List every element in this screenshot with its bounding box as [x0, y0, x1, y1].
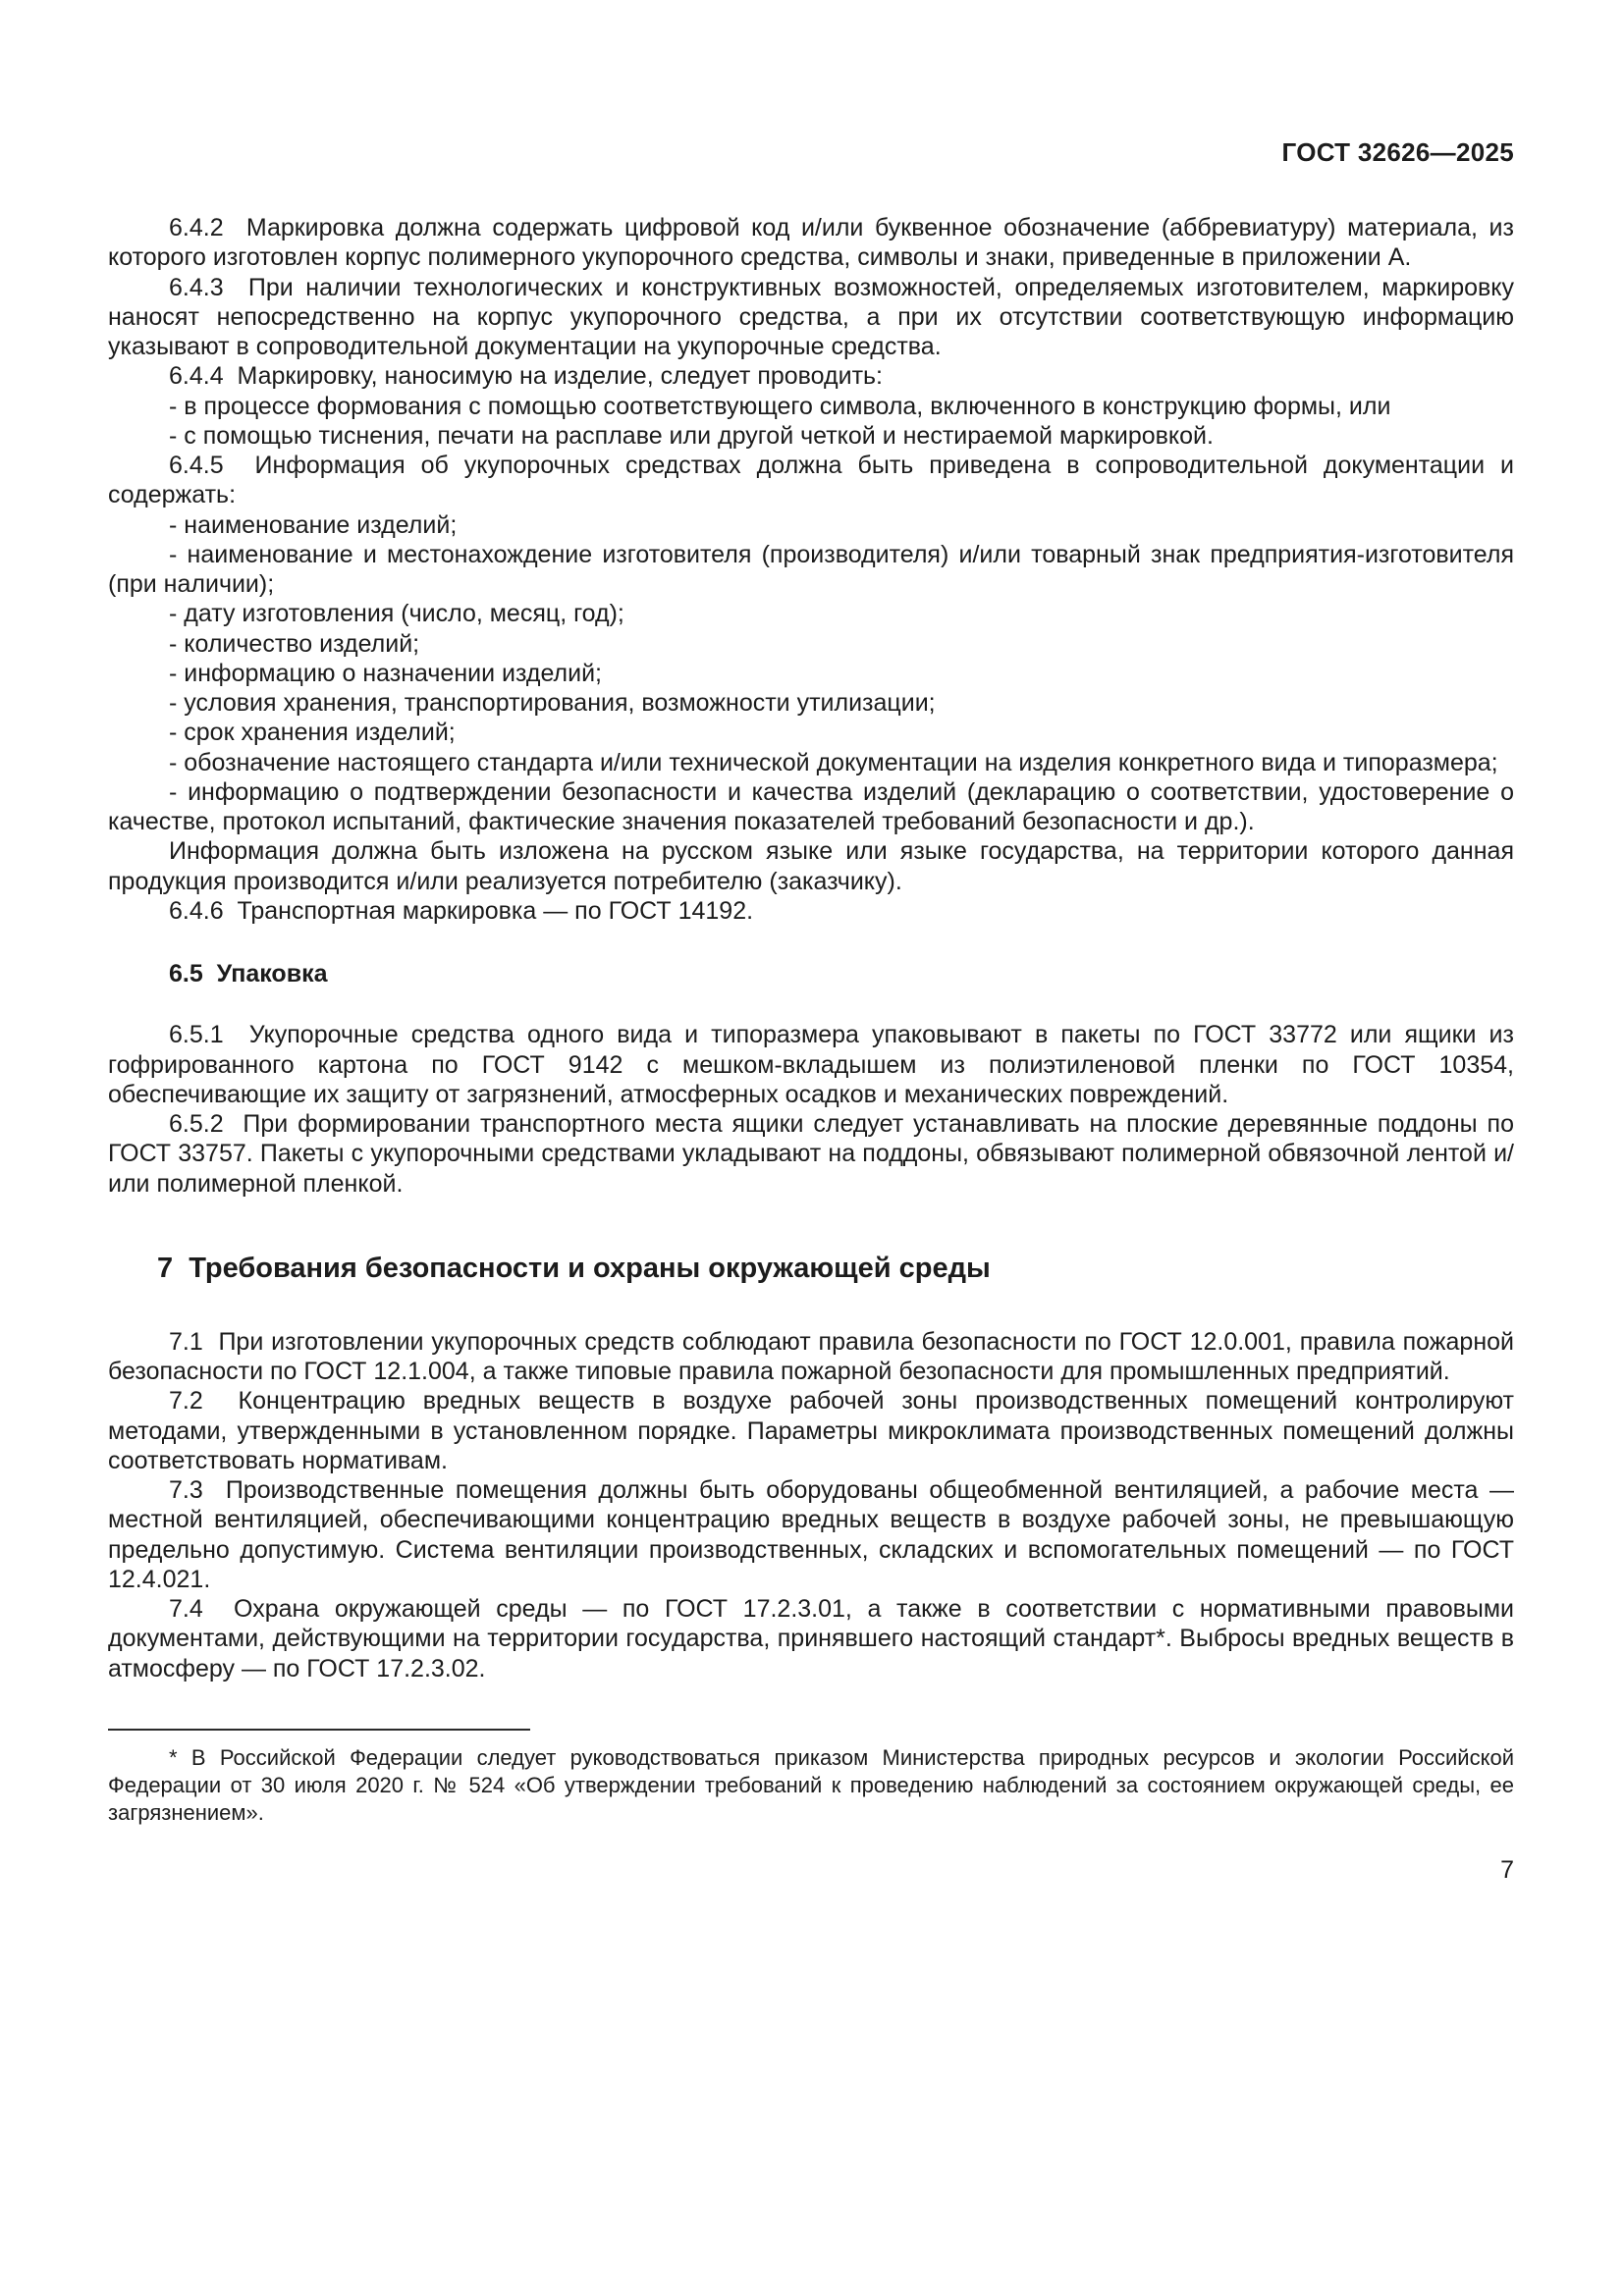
list-item: - информацию о подтверждении безопасности и качества изделий (декларацию о соответствии, удостоверение о качестве, протокол испытаний, фактические значения показателей требований безопасности и др.).	[108, 777, 1514, 835]
paragraph-6-4-3: 6.4.3 При наличии технологических и конструктивных возможностей, определяемых изготовителем, маркировку наносят непосредственно на корпус укупорочного средства, а при их отсутствии соответствующую информацию указывают в сопроводительной документации на укупорочные средства.	[108, 273, 1514, 360]
list-item: - обозначение настоящего стандарта и/или технической документации на изделия конкретного вида и типоразмера;	[169, 748, 1498, 776]
doc-code-header: ГОСТ 32626—2025	[1281, 137, 1514, 167]
footnote-divider	[108, 1729, 530, 1731]
heading-7-safety-requirements: 7 Требования безопасности и охраны окружающей среды	[157, 1252, 991, 1284]
list-item: - условия хранения, транспортирования, возможности утилизации;	[169, 689, 936, 717]
paragraph-7-3: 7.3 Производственные помещения должны быть оборудованы общеобменной вентиляцией, а рабочие места — местной вентиляцией, обеспечивающими концентрацию вредных веществ в воздухе рабочей зоны, не превышающую предельно допустимую. Система вентиляции производственных, складских и вспомогательных помещений — по ГОСТ 12.4.021.	[108, 1476, 1514, 1593]
paragraph-6-4-4: 6.4.4 Маркировку, наносимую на изделие, следует проводить:	[169, 362, 883, 391]
list-item: - срок хранения изделий;	[169, 719, 456, 747]
footnote-block	[108, 1729, 1514, 1827]
paragraph-6-5-1: 6.5.1 Укупорочные средства одного вида и типоразмера упаковывают в пакеты по ГОСТ 33772 или ящики из гофрированного картона по ГОСТ 9142 с мешком-вкладышем из полиэтиленовой пленки по ГОСТ 10354, обеспечивающие их защиту от загрязнений, атмосферных осадков и механических повреждений.	[108, 1021, 1514, 1108]
paragraph-7-1: 7.1 При изготовлении укупорочных средств соблюдают правила безопасности по ГОСТ 12.0.001, правила пожарной безопасности по ГОСТ 12.1.004, а также типовые правила пожарной безопасности для промышленных предприятий.	[108, 1327, 1514, 1386]
paragraph-6-4-5: 6.4.5 Информация об укупорочных средствах должна быть приведена в сопроводительной документации и содержать:	[108, 452, 1514, 509]
paragraph-info-language: Информация должна быть изложена на русском языке или языке государства, на территории которого данная продукция производится и/или реализуется потребителю (заказчику).	[108, 837, 1514, 895]
paragraph-7-4: 7.4 Охрана окружающей среды — по ГОСТ 17.2.3.01, а также в соответствии с нормативными правовыми документами, действующими на территории государства, принявшего настоящий стандарт*. Выбросы вредных веществ в атмосферу — по ГОСТ 17.2.3.02.	[108, 1595, 1514, 1682]
paragraph-6-4-2: 6.4.2 Маркировка должна содержать цифровой код и/или буквенное обозначение (аббревиатуру) материала, из которого изготовлен корпус полимерного укупорочного средства, символы и знаки, приведенные в приложении А.	[108, 214, 1514, 272]
footnote-text: * В Российской Федерации следует руководствоваться приказом Министерства природных ресурсов и экологии Российской Федерации от 30 июля 2020 г. № 524 «Об утверждении требований к проведению наблюдений за состоянием окружающей среды, ее загрязнением».	[108, 1744, 1514, 1826]
list-item: - дату изготовления (число, месяц, год);	[169, 600, 624, 628]
paragraph-6-5-2: 6.5.2 При формировании транспортного места ящики следует устанавливать на плоские деревянные поддоны по ГОСТ 33757. Пакеты с укупорочными средствами укладывают на поддоны, обвязывают полимерной обвязочной лентой и/или полимерной пленкой.	[108, 1110, 1514, 1198]
list-item: - наименование изделий;	[169, 510, 458, 539]
heading-6-5-packaging: 6.5 Упаковка	[169, 960, 328, 988]
list-item: - наименование и местонахождение изготовителя (производителя) и/или товарный знак предприятия-изготовителя (при наличии);	[108, 540, 1514, 598]
paragraph-6-4-6: 6.4.6 Транспортная маркировка — по ГОСТ 14192.	[169, 896, 754, 925]
document-body	[108, 213, 1514, 1827]
list-item: - с помощью тиснения, печати на расплаве или другой четкой и нестираемой маркировкой.	[169, 421, 1214, 450]
paragraph-7-2: 7.2 Концентрацию вредных веществ в воздухе рабочей зоны производственных помещений контролируют методами, утвержденными в установленном порядке. Параметры микроклимата производственных помещений должны соответствовать нормативам.	[108, 1387, 1514, 1474]
list-item: - информацию о назначении изделий;	[169, 659, 603, 687]
list-item: - в процессе формования с помощью соответствующего символа, включенного в конструкцию формы, или	[169, 392, 1391, 420]
page-number: 7	[1500, 1856, 1514, 1885]
list-item: - количество изделий;	[169, 629, 420, 658]
